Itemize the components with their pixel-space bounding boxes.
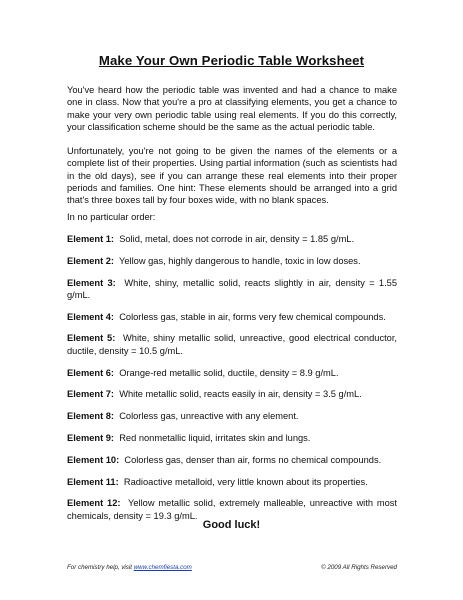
element-label: Element 2:: [67, 255, 115, 266]
element-item: [67, 255, 397, 267]
element-label: Element 6:: [67, 367, 115, 378]
element-description: White, shiny metallic solid, unreactive, good electrical conductor, ductile, density = 10.5 g/mL.: [67, 333, 398, 356]
element-item: [67, 233, 397, 245]
element-description: Yellow gas, highly dangerous to handle, toxic in low doses.: [119, 255, 361, 266]
footer: [67, 564, 397, 576]
page-title: Make Your Own Periodic Table Worksheet: [98, 53, 365, 68]
order-note: In no particular order:: [67, 212, 156, 222]
element-description: White, shiny, metallic solid, reacts slightly in air, density = 1.55 g/mL.: [67, 277, 398, 300]
element-label: Element 1:: [67, 234, 115, 244]
element-label: Element 10:: [67, 454, 120, 465]
website-link[interactable]: www.chemfiesta.com: [133, 564, 192, 571]
element-label: Element 4:: [67, 311, 115, 322]
element-label: Element 12:: [67, 498, 121, 509]
element-item: [67, 410, 397, 422]
element-item: [67, 432, 397, 444]
element-description: Red nonmetallic liquid, irritates skin and lungs.: [119, 432, 311, 443]
element-description: Yellow metallic solid, extremely malleable, unreactive with most chemicals, density = 19.3 g/mL.: [67, 498, 398, 521]
element-item: [67, 277, 397, 302]
element-description: Colorless gas, unreactive with any element.: [119, 411, 299, 422]
footer-help-text: For chemistry help, visit: [67, 564, 132, 571]
footer-help: [67, 564, 192, 571]
element-description: Solid, metal, does not corrode in air, density = 1.85 g/mL.: [119, 234, 355, 244]
element-label: Element 7:: [67, 389, 115, 400]
element-item: [67, 332, 397, 357]
element-label: Element 8:: [67, 411, 115, 422]
element-list: [67, 233, 397, 531]
element-item: [67, 454, 397, 466]
element-item: [67, 367, 397, 379]
element-label: Element 9:: [67, 432, 115, 443]
instructions-paragraph: Unfortunately, you're not going to be given the names of the elements or a complete list of their properties. Using partial information (such as scientists had in the old days), see if you can arrange these real elements into their proper periods and families. One hint: These elements should be arranged into a grid that's three boxes tall by four boxes wide, with no blank spaces.: [67, 146, 397, 206]
element-item: [67, 388, 397, 400]
element-item: [67, 311, 397, 323]
element-item: [67, 476, 397, 488]
closing-message: Good luck!: [202, 519, 261, 531]
element-description: White metallic solid, reacts easily in air, density = 3.5 g/mL.: [119, 389, 362, 400]
element-label: Element 11:: [67, 476, 119, 487]
element-label: Element 5:: [67, 333, 116, 344]
element-description: Colorless gas, stable in air, forms very few chemical compounds.: [119, 311, 386, 322]
element-description: Radioactive metalloid, very little known about its properties.: [123, 476, 368, 487]
element-label: Element 3:: [67, 277, 116, 288]
element-description: Colorless gas, denser than air, forms no chemical compounds.: [124, 454, 382, 465]
intro-paragraph: You've heard how the periodic table was invented and had a chance to make one in class. Now that you're a pro at classifying elements, you get a chance to make your very own periodic table using real elements. If you do this correctly, your classification scheme should be the same as the actual periodic table.: [67, 85, 397, 132]
copyright-text: © 2009 All Rights Reserved: [321, 564, 397, 571]
element-description: Orange-red metallic solid, ductile, density = 8.9 g/mL.: [119, 367, 339, 378]
